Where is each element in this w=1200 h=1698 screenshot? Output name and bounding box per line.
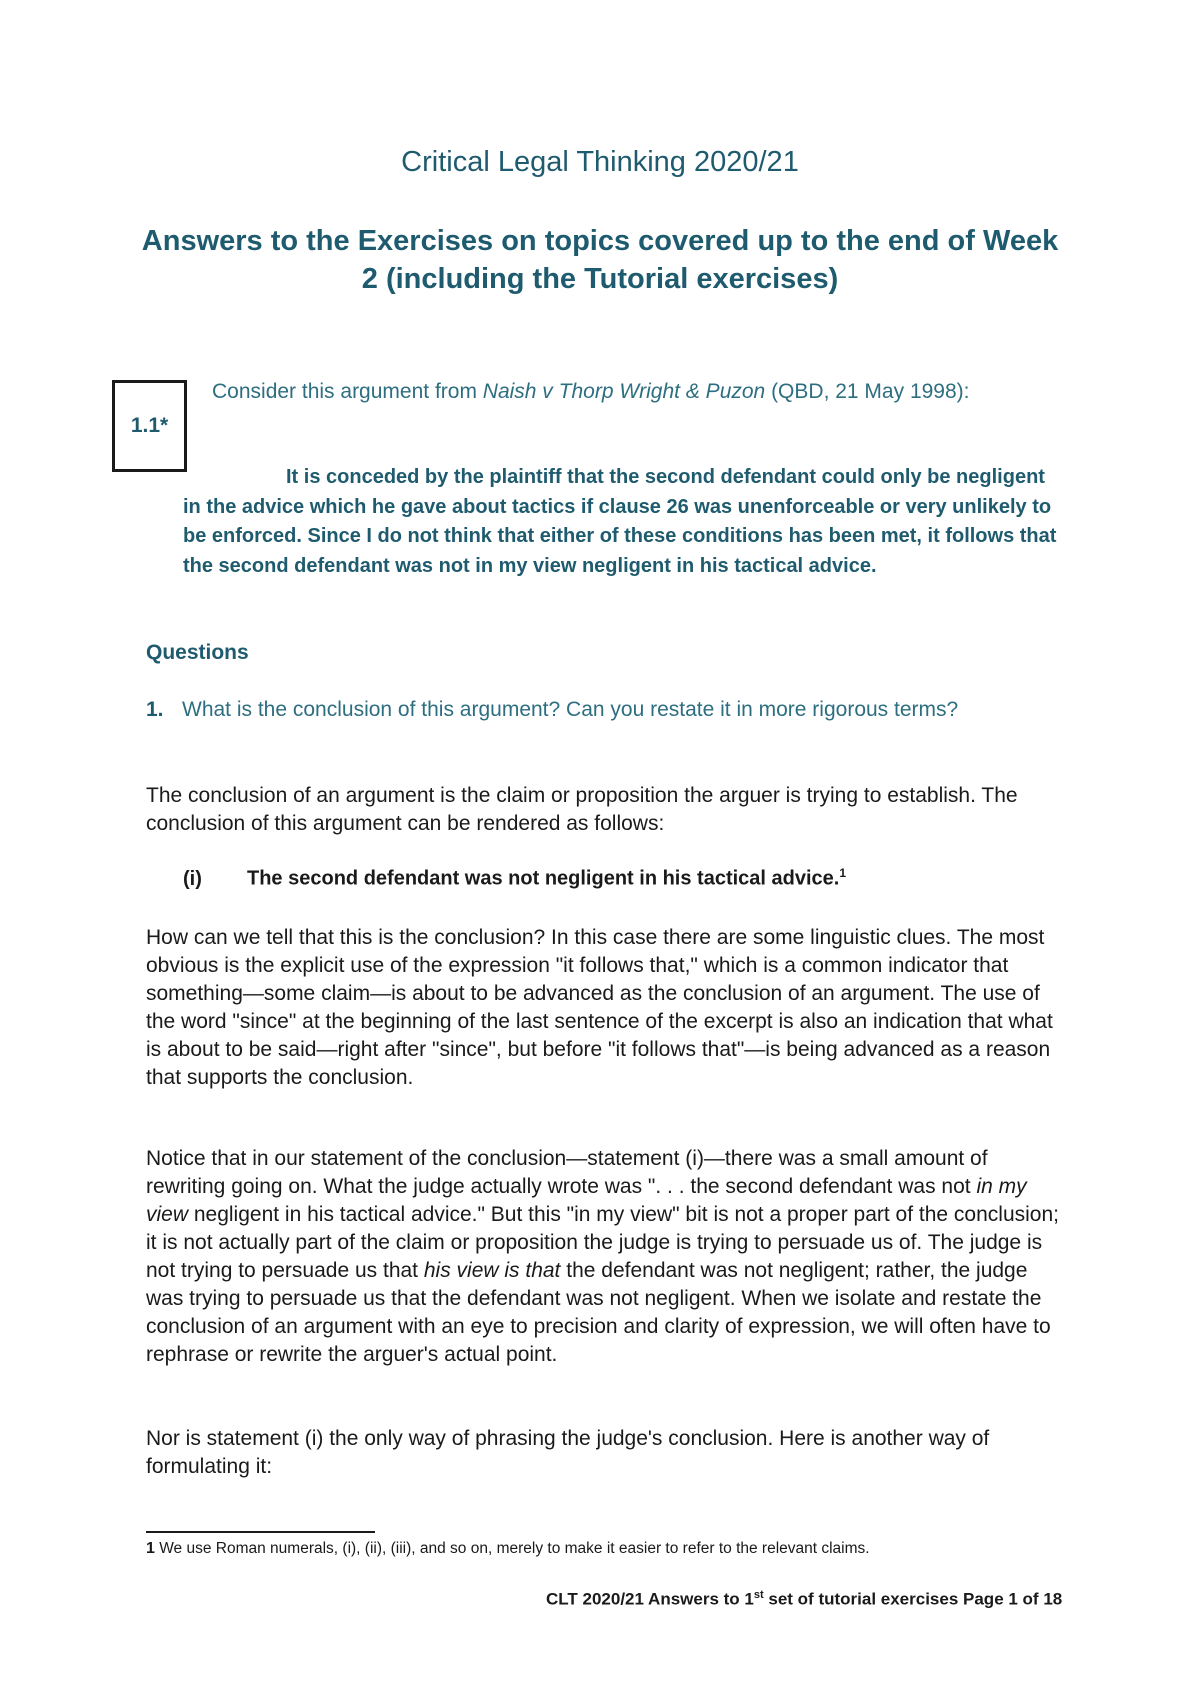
footnote-reference: 1: [839, 866, 847, 880]
footnote-text: We use Roman numerals, (i), (ii), (iii), and so on, merely to make it easier to refer to the relevant claims.: [154, 1540, 870, 1557]
statement-text: The second defendant was not negligent in his tactical advice.: [247, 867, 840, 890]
conclusion-statement: [183, 866, 846, 891]
answer-paragraph-2: How can we tell that this is the conclusion? In this case there are some linguistic clues. The most obvious is the explicit use of the expression "it follows that," which is a common indicator that something—some claim—is about to be advanced as the conclusion of an argument. The use of the word "since" at the beginning of the last sentence of the excerpt is also an indication that what is about to be said—right after "since", but before "it follows that"—is being advanced as a reason that supports the conclusion.: [146, 926, 1053, 1089]
answer-paragraph-3: [146, 1145, 1066, 1369]
statement-label: (i): [183, 867, 202, 890]
footnote-number: 1: [146, 1540, 155, 1557]
answer-paragraph-4: Nor is statement (i) the only way of phrasing the judge's conclusion. Here is another way of formulating it:: [146, 1427, 990, 1478]
exercise-intro: [212, 378, 1072, 406]
footer-text-start: CLT 2020/21 Answers to 1: [546, 1589, 754, 1609]
exercise-number: 1.1*: [130, 414, 169, 437]
question-text: What is the conclusion of this argument? Can you restate it in more rigorous terms?: [182, 698, 959, 721]
answer-paragraph-1: The conclusion of an argument is the claim or proposition the arguer is trying to establish. The conclusion of this argument can be rendered as follows:: [146, 784, 1018, 835]
paragraph-3-part-b: negligent in his tactical advice." But this "in my view" bit is not a proper part of the conclusion; it is not actually part of the claim or proposition the judge is trying to persuade us of. The judge is not trying to persuade us that: [146, 1203, 1059, 1282]
paragraph-3-part-c: the defendant was not negligent; rather, the judge was trying to persuade us that the defendant was not negligent. When we isolate and restate the conclusion of an argument with an eye to precision and clarity of expression, we will often have to rephrase or rewrite the arguer's actual point.: [146, 1259, 1051, 1366]
document-subtitle: Answers to the Exercises on topics covered up to the end of Week 2 (including the Tutorial exercises): [141, 225, 1059, 295]
emphasis-his-view-is-that: his view is that: [423, 1259, 561, 1282]
footer-superscript: st: [753, 1589, 764, 1601]
exercise-intro-citation: (QBD, 21 May 1998):: [765, 380, 970, 403]
footer-text-end: set of tutorial exercises Page 1 of 18: [763, 1589, 1063, 1609]
argument-quote: It is conceded by the plaintiff that the second defendant could only be negligent in the advice which he gave about tactics if clause 26 was unenforceable or very unlikely to be enforced. Since I do not think that either of these conditions has been met, it follows that the second defendant was not in my view negligent in his tactical advice.: [183, 466, 1057, 577]
question-number: 1.: [146, 698, 164, 721]
exercise-number-box: [112, 380, 187, 472]
document-title: Critical Legal Thinking 2020/21: [401, 146, 799, 178]
case-name: Naish v Thorp Wright & Puzon: [482, 380, 766, 403]
footnote: [146, 1540, 870, 1558]
emphasis-in-my-view: in my view: [146, 1175, 1027, 1226]
page-footer: [546, 1589, 1062, 1610]
footnote-divider: [146, 1531, 375, 1533]
paragraph-3-part-a: Notice that in our statement of the conclusion—statement (i)—there was a small amount of rewriting going on. What the judge actually wrote was ". . . the second defendant was not: [146, 1147, 988, 1198]
questions-heading: Questions: [146, 641, 249, 664]
exercise-intro-text: Consider this argument from: [212, 380, 483, 403]
question-item: [146, 696, 1046, 724]
